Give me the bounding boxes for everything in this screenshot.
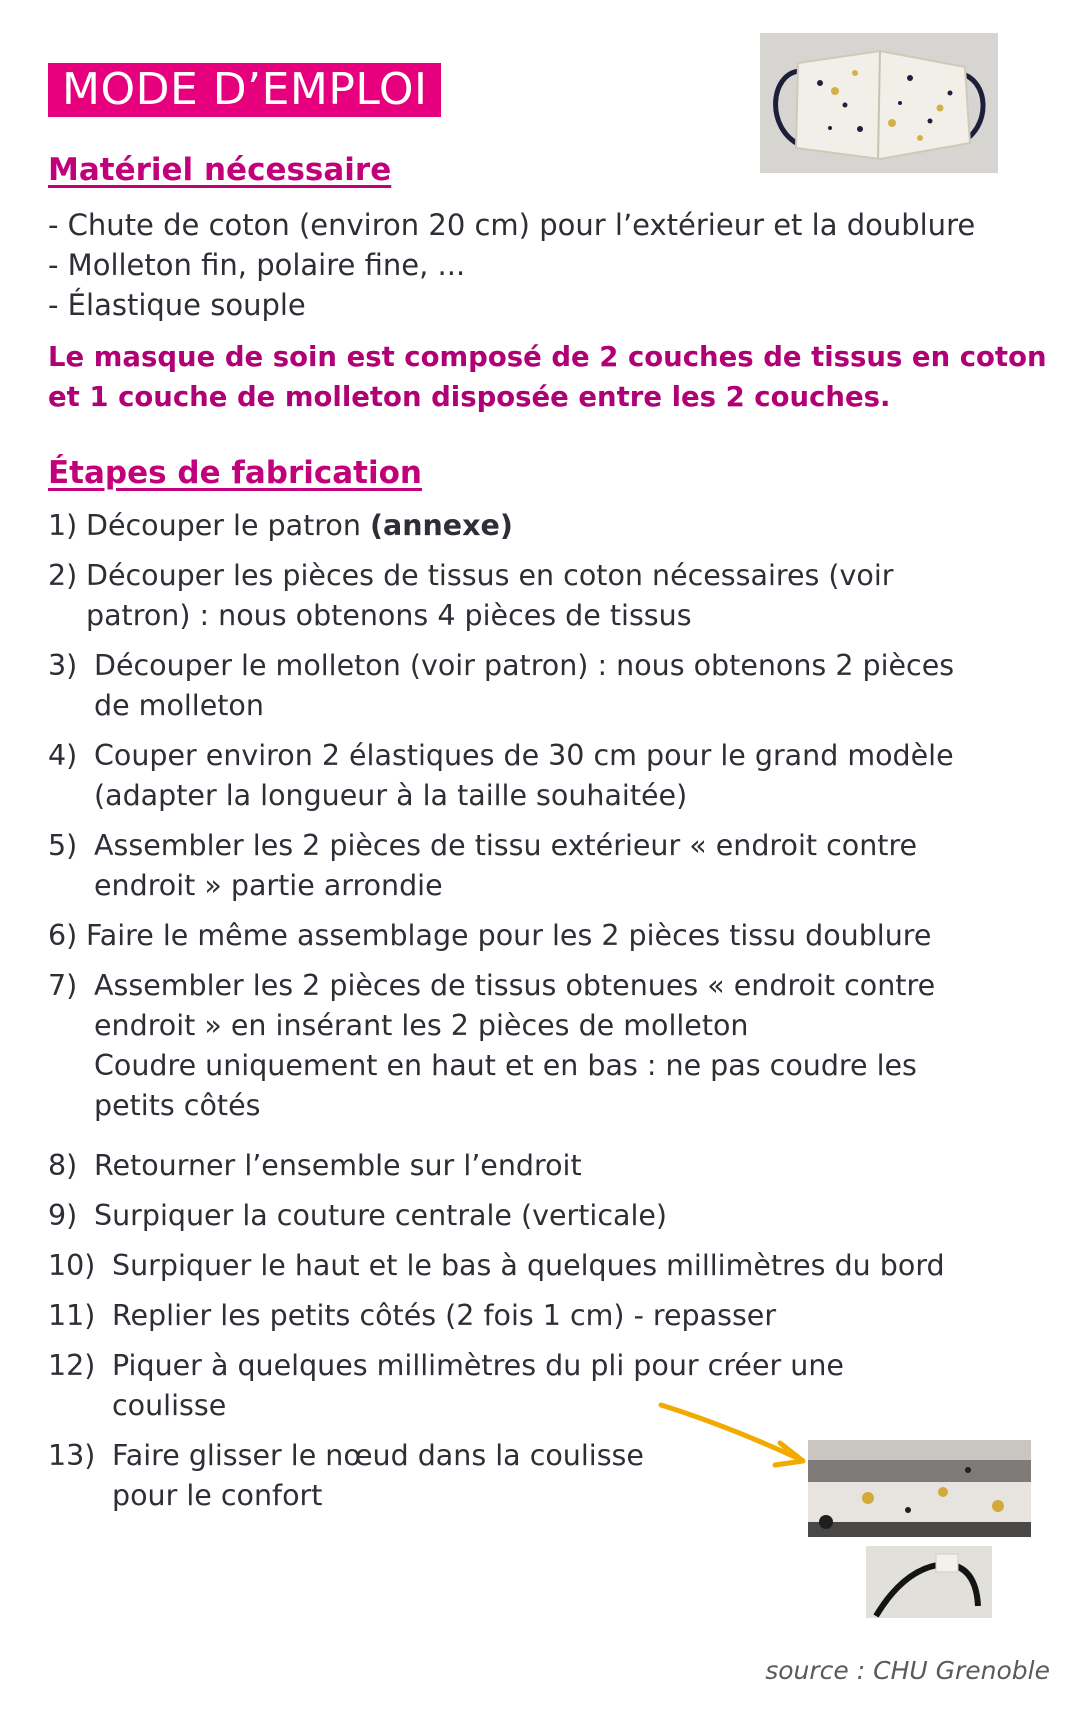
- step-text: [112, 1385, 226, 1426]
- step-text-segment: endroit » partie arrondie: [94, 869, 443, 902]
- step-number: 5): [48, 829, 78, 862]
- step-number: 2): [48, 559, 78, 592]
- step-number: 9): [48, 1199, 78, 1232]
- step-text: [94, 685, 264, 726]
- step-text-segment: pour le confort: [112, 1479, 323, 1512]
- step-text: [112, 1245, 945, 1286]
- step-number: 8): [48, 1149, 78, 1182]
- step-text-segment: Faire le même assemblage pour les 2 pièces tissu doublure: [86, 919, 932, 952]
- source-credit: source : CHU Grenoble: [765, 1656, 1050, 1685]
- step-number: 4): [48, 739, 78, 772]
- arrow-icon: [655, 1395, 815, 1475]
- step-text-segment: Assembler les 2 pièces de tissu extérieur « endroit contre: [94, 829, 918, 862]
- step-text-segment: coulisse: [112, 1389, 227, 1422]
- step-text-segment: (adapter la longueur à la taille souhaitée): [94, 779, 688, 812]
- step-text: [94, 825, 917, 866]
- step-text: [94, 965, 935, 1006]
- step-text-segment: Coudre uniquement en haut et en bas : ne pas coudre les: [94, 1049, 917, 1082]
- step-text: [112, 1295, 776, 1336]
- coulisse-photo: [808, 1440, 1031, 1537]
- step-text-segment: de molleton: [94, 689, 264, 722]
- step-text-segment: Surpiquer la couture centrale (verticale): [94, 1199, 668, 1232]
- step-number: 11): [48, 1299, 96, 1332]
- step-text: [112, 1475, 322, 1516]
- step-text: [94, 1145, 582, 1186]
- mask-photo: [760, 33, 998, 173]
- material-item: - Molleton fin, polaire fine, ...: [48, 248, 466, 282]
- step-text: [112, 1435, 644, 1476]
- step-number: 10): [48, 1249, 96, 1282]
- step-text-segment: Couper environ 2 élastiques de 30 cm pour le grand modèle: [94, 739, 954, 772]
- step-text: [94, 645, 954, 686]
- step-text: [94, 775, 687, 816]
- knot-photo: [866, 1546, 992, 1618]
- step-text-segment: Retourner l’ensemble sur l’endroit: [94, 1149, 582, 1182]
- composition-note: Le masque de soin est composé de 2 couches de tissus en coton: [48, 341, 1047, 373]
- step-text: [94, 1005, 749, 1046]
- page-title: MODE D’EMPLOI: [48, 63, 441, 117]
- step-text: [86, 505, 513, 546]
- step-number: 1): [48, 509, 78, 542]
- step-text: [94, 735, 954, 776]
- step-text-segment: endroit » en insérant les 2 pièces de molleton: [94, 1009, 749, 1042]
- step-text: [112, 1345, 844, 1386]
- materials-heading: Matériel nécessaire: [48, 152, 392, 188]
- step-text-segment: Faire glisser le nœud dans la coulisse: [112, 1439, 644, 1472]
- step-annex-ref: (annexe): [369, 509, 513, 542]
- step-number: 7): [48, 969, 78, 1002]
- step-text-segment: patron) : nous obtenons 4 pièces de tissus: [86, 599, 692, 632]
- step-text-segment: Replier les petits côtés (2 fois 1 cm) - repasser: [112, 1299, 777, 1332]
- material-item: - Élastique souple: [48, 288, 306, 322]
- step-text-segment: Découper les pièces de tissus en coton nécessaires (voir: [86, 559, 894, 592]
- step-number: 12): [48, 1349, 96, 1382]
- step-text-segment: Assembler les 2 pièces de tissus obtenues « endroit contre: [94, 969, 936, 1002]
- step-text: [94, 1085, 260, 1126]
- step-number: 6): [48, 919, 78, 952]
- step-text-segment: Découper le patron: [86, 509, 370, 542]
- steps-heading: Étapes de fabrication: [48, 455, 422, 491]
- step-text-segment: Piquer à quelques millimètres du pli pour créer une: [112, 1349, 844, 1382]
- step-text-segment: petits côtés: [94, 1089, 261, 1122]
- step-text: [86, 915, 931, 956]
- step-text: [86, 555, 893, 596]
- material-item: - Chute de coton (environ 20 cm) pour l’extérieur et la doublure: [48, 208, 976, 242]
- step-text: [86, 595, 692, 636]
- composition-note: et 1 couche de molleton disposée entre les 2 couches.: [48, 381, 891, 413]
- step-number: 13): [48, 1439, 96, 1472]
- step-text-segment: Surpiquer le haut et le bas à quelques millimètres du bord: [112, 1249, 945, 1282]
- step-text: [94, 1045, 917, 1086]
- step-number: 3): [48, 649, 78, 682]
- step-text: [94, 1195, 667, 1236]
- step-text-segment: Découper le molleton (voir patron) : nous obtenons 2 pièces: [94, 649, 955, 682]
- step-text: [94, 865, 443, 906]
